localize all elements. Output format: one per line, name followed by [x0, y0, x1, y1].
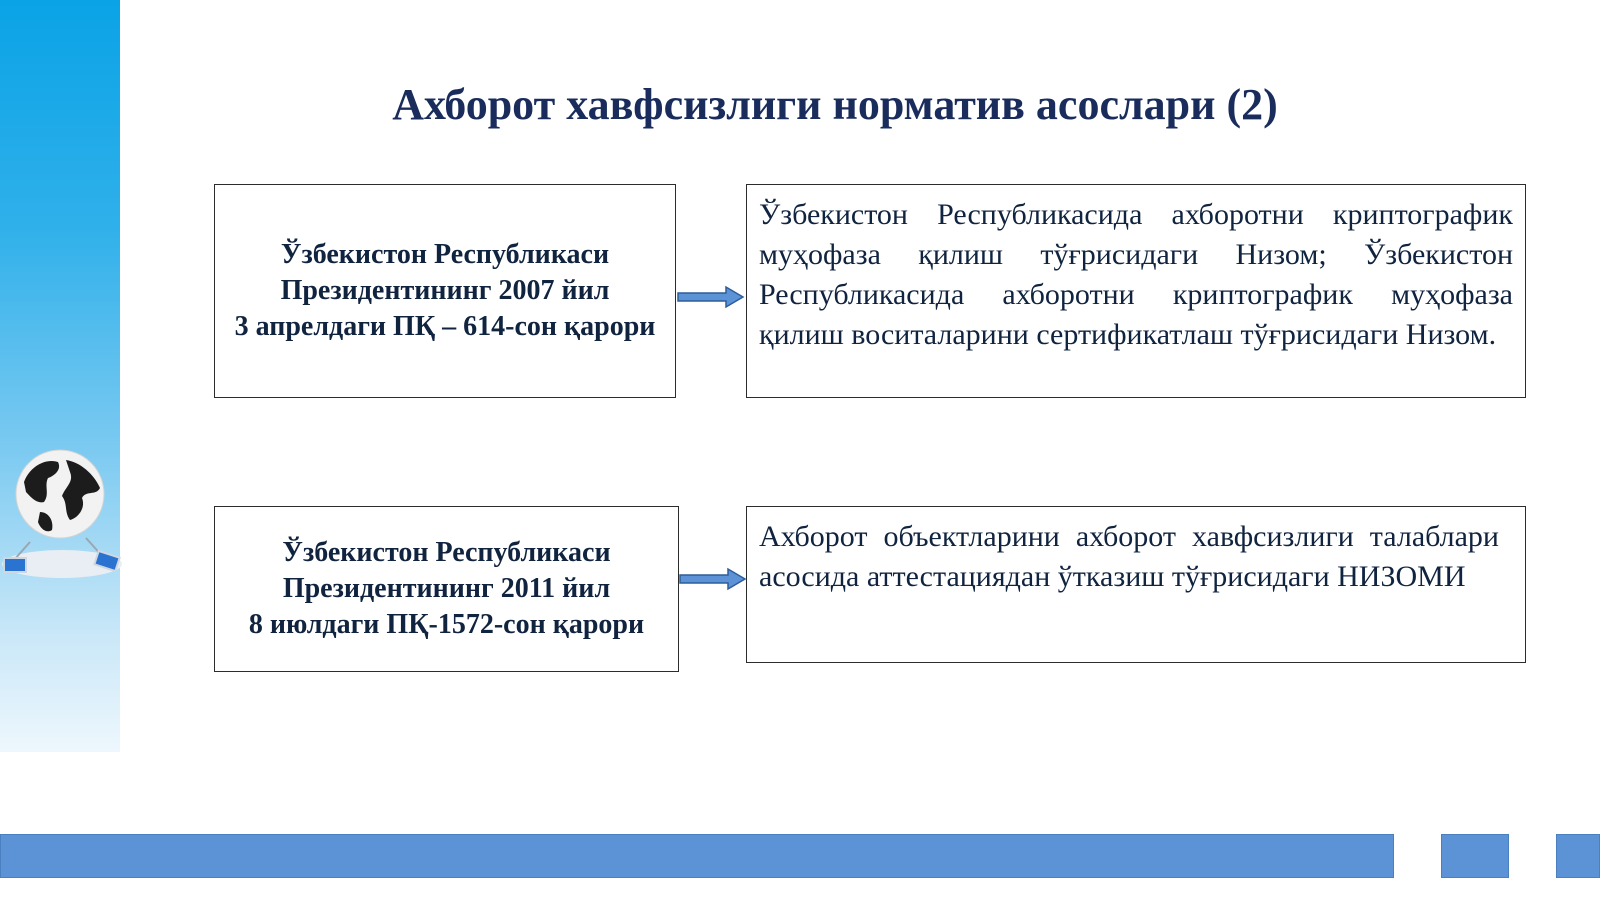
decree-box-2	[214, 506, 679, 672]
decree-text-2: Ўзбекистон Республикаси Президентининг 2011 йил 8 июлдаги ПҚ-1572-сон қарори	[248, 537, 645, 640]
arrow-right-icon	[678, 566, 748, 592]
regulation-box-1	[746, 184, 1526, 398]
footer-square-1	[1441, 834, 1509, 878]
arrow-right-icon	[676, 284, 746, 310]
footer-bar	[0, 834, 1394, 878]
regulation-text-2: Ахборот объектларини ахборот хавфсизлиги талаблари асосида аттестациядан ўтказиш тўғрисидаги НИЗОМИ	[759, 520, 1499, 593]
regulation-box-2	[746, 506, 1526, 663]
regulation-text-1: Ўзбекистон Республикасида ахборотни криптографик муҳофаза қилиш тўғрисидаги Низом; Ўзбекистон Республикасида ахборотни криптографик муҳофаза қилиш воситаларини сертификатлаш тўғрисидаги Низом.	[759, 198, 1513, 351]
decree-box-1	[214, 184, 676, 398]
slide-title: Ахборот хавфсизлиги норматив асослари (2)	[392, 80, 1278, 129]
footer-square-2	[1556, 834, 1600, 878]
decree-text-1: Ўзбекистон Республикаси Президентининг 2007 йил 3 апрелдаги ПҚ – 614-сон қарори	[234, 239, 656, 342]
globe-network-icon	[0, 446, 124, 586]
side-decor-band	[0, 0, 120, 752]
